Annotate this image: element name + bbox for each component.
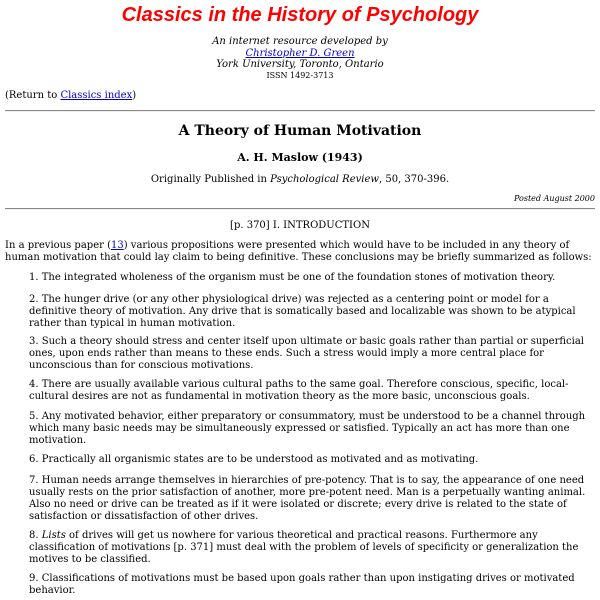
intro-text: ) various propositions were presented which would have to be included in any theory of human motivation that could lay claim to being definitive. These conclusions may be briefly summarized as follows: <box>5 240 592 263</box>
article-title: A Theory of Human Motivation <box>178 123 422 139</box>
list-item <box>29 530 595 566</box>
article-author: A. H. Maslow (1943) <box>237 151 363 164</box>
item-text: of drives will get us nowhere for various theoretical and practical reasons. Furthermore any classification of motivations [p. 371] must deal with the problem of levels of specificity or generalization the motives to be classified. <box>29 530 579 565</box>
list-item: 4. There are usually available various cultural paths to the same goal. Therefore conscious, specific, local-cultural desires are not as fundamental in motivation theory as the more basic, unconscious goals. <box>29 379 569 402</box>
site-affiliation: York University, Toronto, Ontario <box>216 59 384 70</box>
issn: ISSN 1492-3713 <box>266 70 334 80</box>
journal-name: Psychological Review <box>270 174 379 185</box>
author-link[interactable]: Christopher D. Green <box>245 47 355 59</box>
item-emphasis: Lists <box>41 530 66 541</box>
divider <box>5 110 595 112</box>
pub-prefix: Originally Published in <box>150 174 271 185</box>
posted-date: Posted August 2000 <box>513 194 595 203</box>
item-number: 8. <box>29 530 42 541</box>
list-item: 5. Any motivated behavior, either preparatory or consummatory, must be understood to be a channel through which many basic needs may be simultaneously expressed or satisfied. Typically an act has more than one motivation. <box>29 411 586 446</box>
site-info <box>0 36 600 80</box>
intro-paragraph <box>5 240 595 264</box>
list-item: 2. The hunger drive (or any other physiological drive) was rejected as a centering point or model for a definitive theory of motivation. Any drive that is somatically based and localizable was shown to be atypical rather than typical in human motivation. <box>29 294 576 329</box>
return-suffix: ) <box>132 90 137 101</box>
pub-suffix: , 50, 370-396. <box>378 174 450 185</box>
list-item: 9. Classifications of motivations must be based upon goals rather than upon instigating drives or motivated behavior. <box>29 573 575 596</box>
list-item: 7. Human needs arrange themselves in hierarchies of pre-potency. That is to say, the appearance of one need usually rests on the prior satisfaction of another, more pre-potent need. Man is a perpetually wanting animal. Also no need or drive can be treated as if it were isolated or discrete; every drive is related to the state of satisfaction or dissatisfaction of other drives. <box>29 475 586 522</box>
divider <box>5 208 595 210</box>
list-item: 1. The integrated wholeness of the organism must be one of the foundation stones of motivation theory. <box>29 272 556 283</box>
classics-index-link[interactable]: Classics index <box>60 90 133 101</box>
reference-link[interactable]: 13 <box>110 240 124 251</box>
list-item: 3. Such a theory should stress and center itself upon ultimate or basic goals rather than partial or superficial ones, upon ends rather than means to these ends. Such a stress would imply a more central place for unconscious than for conscious motivations. <box>29 336 584 371</box>
site-info-line: An internet resource developed by <box>212 36 388 47</box>
intro-text: In a previous paper ( <box>5 240 111 251</box>
publication-info <box>0 174 600 186</box>
list-item: 6. Practically all organismic states are to be understood as motivated and as motivating. <box>29 454 479 465</box>
return-prefix: (Return to <box>5 90 61 101</box>
section-heading: [p. 370] I. INTRODUCTION <box>230 220 370 231</box>
site-title: Classics in the History of Psychology <box>121 4 479 26</box>
return-nav <box>5 90 136 102</box>
